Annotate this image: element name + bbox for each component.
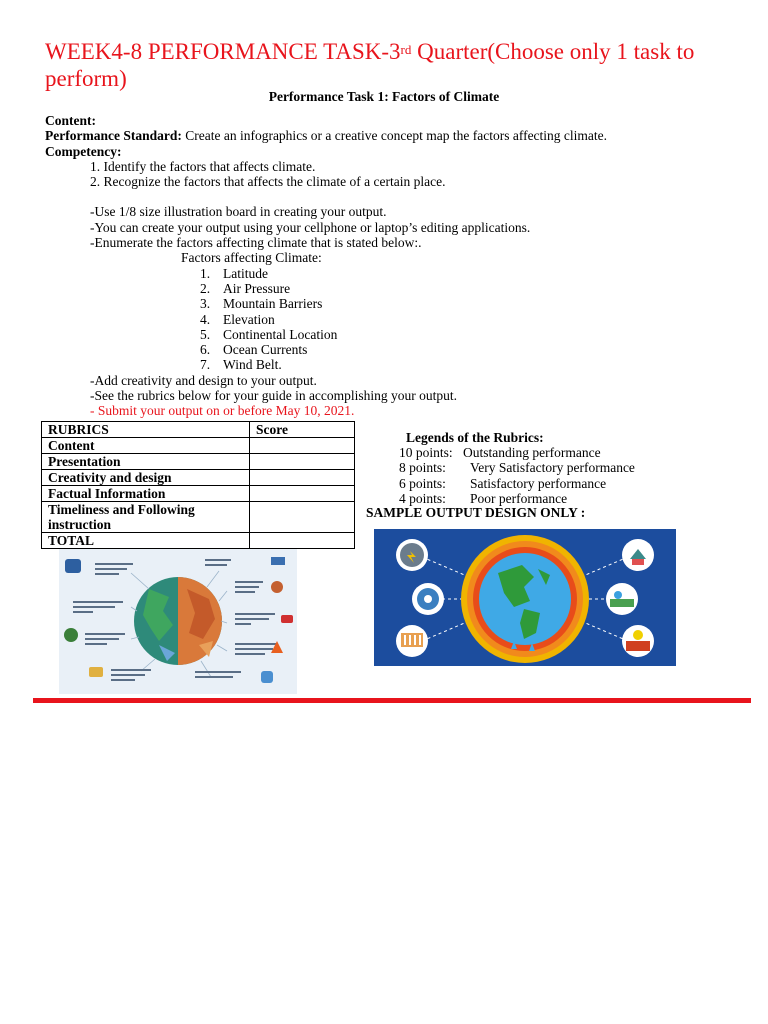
- score-cell: [250, 486, 355, 502]
- instructions-list: [45, 204, 745, 418]
- score-cell: [250, 470, 355, 486]
- deadline-text: - Submit your output on or before May 10, 2021.: [90, 403, 355, 419]
- page-title: WEEK4-8 PERFORMANCE TASK-3rd Quarter(Choose only 1 task to perform): [45, 39, 695, 91]
- sample-design-image: [374, 529, 676, 666]
- table-row: [42, 502, 355, 533]
- factor-item: 7. Wind Belt.: [200, 357, 282, 373]
- score-cell: [250, 533, 355, 549]
- factors-list: [90, 266, 745, 373]
- table-row: [42, 533, 355, 549]
- factor-item: 2. Air Pressure: [200, 280, 291, 296]
- instruction-item: -Enumerate the factors affecting climate that is stated below:.: [90, 235, 422, 251]
- sample-output-label: SAMPLE OUTPUT DESIGN ONLY :: [366, 505, 586, 520]
- score-cell: [250, 454, 355, 470]
- factor-item: 1. Latitude: [200, 265, 268, 281]
- table-row: [42, 438, 355, 454]
- table-cell: Creativity and design: [42, 470, 250, 486]
- table-cell: TOTAL: [42, 533, 250, 549]
- red-divider: [33, 698, 751, 703]
- table-header-row: [42, 422, 355, 438]
- instruction-item: -You can create your output using your cellphone or laptop’s editing applications.: [90, 219, 531, 235]
- legend-item: 4 points: Poor performance: [399, 490, 568, 506]
- instruction-item: -Use 1/8 size illustration board in creating your output.: [90, 204, 387, 220]
- table-row: [42, 470, 355, 486]
- factor-item: 3. Mountain Barriers: [200, 296, 323, 312]
- climate-infographic-illustration: [59, 549, 297, 694]
- competency-list: [45, 159, 745, 190]
- table-cell: Presentation: [42, 454, 250, 470]
- table-header: Score: [250, 422, 355, 438]
- legend-item: 8 points: Very Satisfactory performance: [399, 460, 635, 476]
- factors-heading: Factors affecting Climate:: [181, 250, 322, 266]
- score-cell: [250, 438, 355, 454]
- legend-item: 6 points: Satisfactory performance: [399, 475, 607, 491]
- factor-item: 5. Continental Location: [200, 326, 338, 342]
- task-title: Performance Task 1: Factors of Climate: [268, 89, 500, 104]
- table-cell: Content: [42, 438, 250, 454]
- infographic-image: [59, 549, 297, 694]
- competency-item: 2. Recognize the factors that affects the climate of a certain place.: [90, 174, 446, 190]
- legend-item: 10 points: Outstanding performance: [399, 445, 601, 461]
- competency-item: 1. Identify the factors that affects climate.: [90, 158, 316, 174]
- instruction-item: -Add creativity and design to your output.: [90, 372, 317, 388]
- table-row: [42, 486, 355, 502]
- factors-diagram-illustration: [374, 529, 676, 666]
- performance-standard: Performance Standard: Create an infographics or a creative concept map the factors affecting climate.: [45, 128, 608, 144]
- table-cell: Factual Information: [42, 486, 250, 502]
- legends-heading: Legends of the Rubrics:: [406, 430, 544, 445]
- competency-label: Competency:: [45, 143, 122, 159]
- rubrics-table: [41, 421, 355, 549]
- factor-item: 4. Elevation: [200, 311, 275, 327]
- instruction-item: -See the rubrics below for your guide in accomplishing your output.: [90, 388, 458, 404]
- table-cell: Timeliness and Following instruction: [42, 502, 250, 533]
- content-label: Content:: [45, 113, 96, 128]
- factor-item: 6. Ocean Currents: [200, 342, 308, 358]
- table-header: RUBRICS: [42, 422, 250, 438]
- legends-block: [399, 430, 635, 506]
- table-row: [42, 454, 355, 470]
- score-cell: [250, 502, 355, 533]
- task-body: [45, 113, 745, 419]
